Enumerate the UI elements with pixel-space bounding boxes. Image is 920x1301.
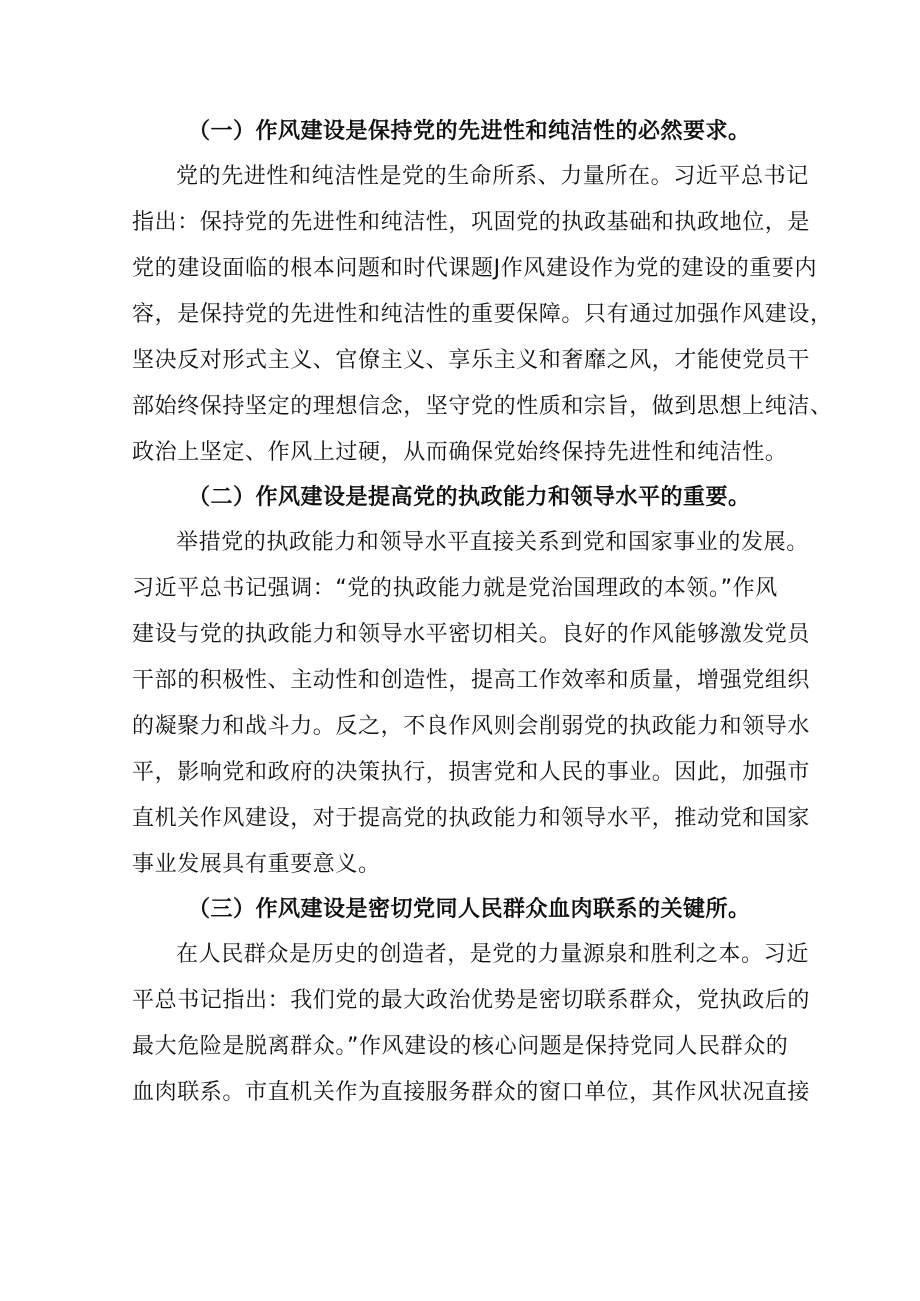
paragraph-line: 举措党的执政能力和领导水平直接关系到党和国家事业的发展。 — [176, 530, 809, 555]
paragraph-line: 容，是保持党的先进性和纯洁性的重要保障。只有通过加强作风建设， — [132, 302, 833, 327]
paragraph-line: 最大危险是脱离群众。”作风建设的核心问题是保持党同人民群众的 — [132, 1034, 789, 1059]
paragraph-line: 平，影响党和政府的决策执行，损害党和人民的事业。因此，加强市 — [132, 760, 811, 785]
section-1-paragraph — [132, 154, 833, 476]
paragraph-line: 习近平总书记强调：“党的执政能力就是党治国理政的本领。”作风 — [132, 576, 778, 601]
paragraph-line: 部始终保持坚定的理想信念，坚守党的性质和宗旨，做到思想上纯洁、 — [132, 394, 833, 419]
paragraph-line: 干部的积极性、主动性和创造性，提高工作效率和质量，增强党组织 — [132, 668, 811, 693]
section-3-heading: （三）作风建设是密切党同人民群众血肉联系的关键所。 — [188, 897, 751, 922]
paragraph-line: 在人民群众是历史的创造者，是党的力量源泉和胜利之本。习近 — [176, 942, 809, 967]
section-2-paragraph — [132, 520, 811, 888]
document-body — [132, 110, 833, 1116]
section-3-paragraph — [132, 932, 811, 1116]
paragraph-line: 坚决反对形式主义、官僚主义、享乐主义和奢靡之风，才能使党员干 — [132, 348, 811, 373]
paragraph-line: 血肉联系。市直机关作为直接服务群众的窗口单位，其作风状况直接 — [132, 1080, 811, 1105]
paragraph-line: 平总书记指出：我们党的最大政治优势是密切联系群众，党执政后的 — [132, 988, 811, 1013]
paragraph-line: 指出：保持党的先进性和纯洁性，巩固党的执政基础和执政地位，是 — [132, 210, 811, 235]
paragraph-line: 政治上坚定、作风上过硬，从而确保党始终保持先进性和纯洁性。 — [132, 440, 788, 465]
paragraph-line: 直机关作风建设，对于提高党的执政能力和领导水平，推动党和国家 — [132, 806, 811, 831]
section-1-heading: （一）作风建设是保持党的先进性和纯洁性的必然要求。 — [188, 119, 751, 144]
paragraph-line: 建设与党的执政能力和领导水平密切相关。良好的作风能够激发党员 — [132, 622, 811, 647]
paragraph-line: 党的先进性和纯洁性是党的生命所系、力量所在。习近平总书记 — [176, 164, 809, 189]
paragraph-line: 党的建设面临的根本问题和时代课题J作风建设作为党的建设的重要内 — [132, 256, 818, 281]
paragraph-line: 的凝聚力和战斗力。反之，不良作风则会削弱党的执政能力和领导水 — [132, 714, 811, 739]
paragraph-line: 事业发展具有重要意义。 — [132, 852, 381, 877]
section-2-heading: （二）作风建设是提高党的执政能力和领导水平的重要。 — [188, 485, 751, 510]
